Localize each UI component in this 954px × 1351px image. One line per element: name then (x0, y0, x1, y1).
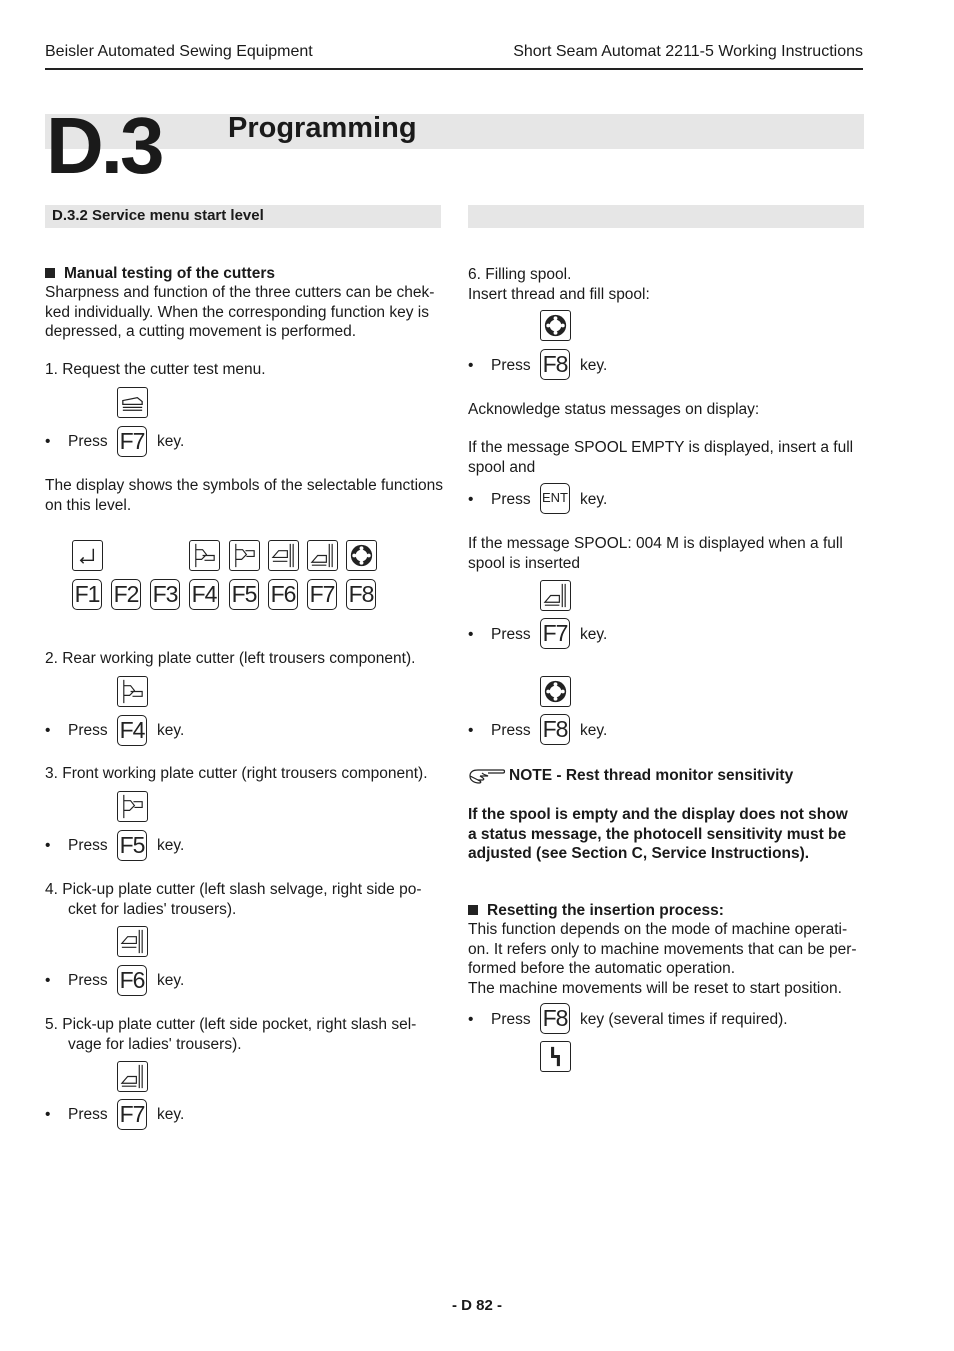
header-right: Short Seam Automat 2211-5 Working Instructions (513, 43, 863, 60)
front-plate-cutter-icon (229, 540, 260, 571)
bullet: • (45, 972, 51, 989)
f5-key[interactable]: F5 (229, 579, 259, 610)
f6-key[interactable]: F6 (268, 579, 298, 610)
key-label: key. (580, 491, 608, 508)
ent-key[interactable]: ENT (540, 483, 570, 514)
key-label: key. (580, 626, 608, 643)
step-4: 4. Pick-up plate cutter (left slash selvage, right side po- cket for ladies' trousers). (45, 881, 422, 918)
f7-key[interactable]: F7 (117, 1099, 147, 1130)
chapter-title-bar (45, 114, 864, 149)
bullet: • (45, 1106, 51, 1123)
press-label: Press (68, 972, 108, 989)
bullet: • (45, 837, 51, 854)
f3-key[interactable]: F3 (150, 579, 180, 610)
f2-key[interactable]: F2 (111, 579, 141, 610)
step-2: 2. Rear working plate cutter (left trousers component). (45, 650, 416, 667)
cutter-test-intro: Sharpness and function of the three cutters can be chek- ked individually. When the corresponding function key is depressed, a cutting movement is performed. (45, 284, 435, 340)
pickup-cutter-right-icon (117, 1061, 148, 1092)
header-rule (45, 68, 863, 70)
spool-004-text: If the message SPOOL: 004 M is displayed when a full spool is inserted (468, 535, 843, 572)
cutter-test-heading: Manual testing of the cutters (45, 264, 275, 284)
bullet: • (468, 626, 474, 643)
note-title: NOTE - Rest thread monitor sensitivity (509, 767, 794, 784)
press-label: Press (491, 357, 531, 374)
display-description: The display shows the symbols of the selectable functions on this level. (45, 477, 444, 514)
key-label: key. (580, 722, 608, 739)
f8-key[interactable]: F8 (346, 579, 376, 610)
header-left: Beisler Automated Sewing Equipment (45, 43, 313, 60)
reset-key-suffix: key (several times if required). (580, 1011, 788, 1028)
chapter-title: Programming (228, 112, 417, 144)
step-1: 1. Request the cutter test menu. (45, 361, 266, 378)
acknowledge-text: Acknowledge status messages on display: (468, 401, 760, 418)
f5-key[interactable]: F5 (117, 830, 147, 861)
bullet: • (45, 722, 51, 739)
pickup-cutter-left-icon (117, 926, 148, 957)
f8-key[interactable]: F8 (540, 1003, 570, 1034)
bullet: • (468, 722, 474, 739)
f8-key[interactable]: F8 (540, 349, 570, 380)
f7-key[interactable]: F7 (117, 426, 147, 457)
f6-key[interactable]: F6 (117, 965, 147, 996)
section-title: D.3.2 Service menu start level (52, 207, 264, 224)
rear-plate-cutter-icon (189, 540, 220, 571)
step-6: 6. Filling spool. Insert thread and fill spool: (468, 266, 650, 303)
key-label: key. (157, 722, 185, 739)
cutter-icon (117, 387, 148, 418)
f7-key[interactable]: F7 (307, 579, 337, 610)
press-label: Press (68, 1106, 108, 1123)
pickup-cutter-right-icon (307, 540, 338, 571)
pickup-cutter-right-icon (540, 580, 571, 611)
spool-icon (540, 310, 571, 341)
enter-icon (72, 540, 103, 571)
key-label: key. (157, 972, 185, 989)
chapter-number: D.3 (46, 101, 162, 190)
press-label: Press (68, 837, 108, 854)
press-label: Press (491, 626, 531, 643)
page-number: - D 82 - (451, 1297, 502, 1314)
spool-icon (540, 676, 571, 707)
press-label: Press (491, 722, 531, 739)
reset-body: This function depends on the mode of machine operati- on. It refers only to machine movements that can be per- formed before the automatic operation. The machine movements will be reset to start position. (468, 921, 857, 997)
reset-heading: Resetting the insertion process: (468, 901, 724, 921)
section-bar-right (468, 205, 864, 228)
step-3: 3. Front working plate cutter (right trousers component). (45, 765, 428, 782)
bullet: • (468, 357, 474, 374)
square-bullet-icon (45, 268, 55, 278)
f7-key[interactable]: F7 (540, 618, 570, 649)
f4-key[interactable]: F4 (189, 579, 219, 610)
key-label: key. (157, 433, 185, 450)
bullet: • (468, 1011, 474, 1028)
pickup-cutter-left-icon (268, 540, 299, 571)
f8-key[interactable]: F8 (540, 714, 570, 745)
key-label: key. (157, 1106, 185, 1123)
press-label: Press (491, 491, 531, 508)
spool-empty-text: If the message SPOOL EMPTY is displayed, insert a full spool and (468, 439, 854, 476)
f1-key[interactable]: F1 (72, 579, 102, 610)
front-plate-cutter-icon (117, 791, 148, 822)
f4-key[interactable]: F4 (117, 715, 147, 746)
reset-icon (540, 1041, 571, 1072)
step-5: 5. Pick-up plate cutter (left side pocket, right slash sel- vage for ladies' trousers). (45, 1016, 417, 1053)
pointing-hand-icon (468, 766, 506, 786)
press-label: Press (68, 722, 108, 739)
key-label: key. (580, 357, 608, 374)
spool-icon (346, 540, 377, 571)
rear-plate-cutter-icon (117, 676, 148, 707)
press-label: Press (491, 1011, 531, 1028)
press-label: Press (68, 433, 108, 450)
square-bullet-icon (468, 905, 478, 915)
note-body: If the spool is empty and the display does not show a status message, the photocell sensitivity must be adjusted (see Section C, Service Instructions). (468, 806, 848, 862)
bullet: • (45, 433, 51, 450)
key-label: key. (157, 837, 185, 854)
bullet: • (468, 491, 474, 508)
